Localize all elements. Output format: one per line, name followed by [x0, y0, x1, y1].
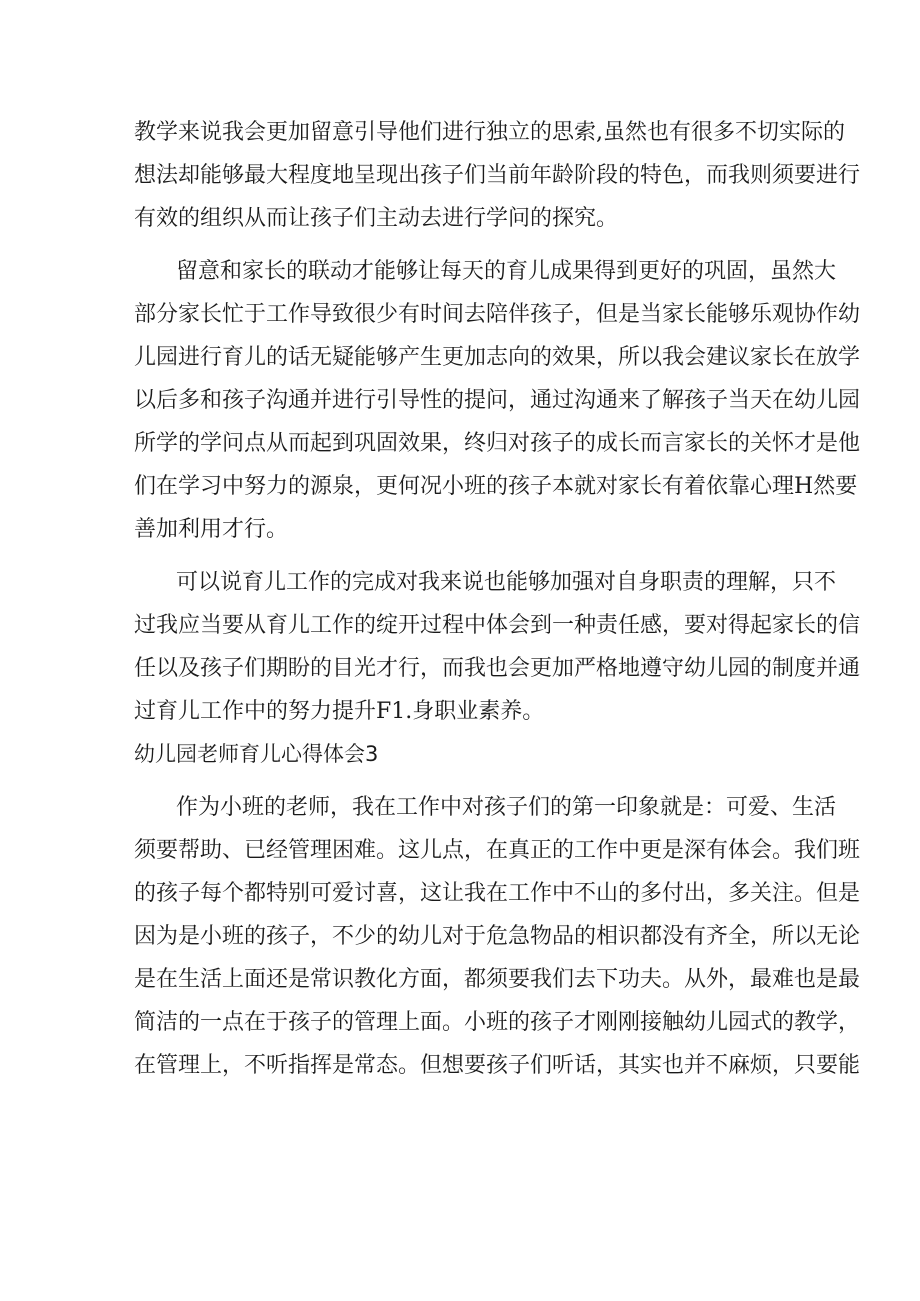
text-line: 们在学习中努力的源泉，更何况小班的孩子本就对家长有着依靠心理H然要	[134, 474, 858, 499]
text-line: 作为小班的老师，我在工作中对孩子们的第一印象就是：可爱、生活	[176, 795, 837, 820]
text-line: 以后多和孩子沟通并进行引导性的提问，通过沟通来了解孩子当天在幼儿园	[134, 388, 861, 413]
text-line: 留意和家长的联动才能够让每天的育儿成果得到更好的巩固，虽然大	[176, 259, 837, 284]
text-line: 过我应当要从育儿工作的绽开过程中体会到一种责任感，要对得起家长的信	[134, 613, 861, 638]
text-line: 是在生活上面还是常识教化方面，都须要我们去下功夫。从外，最难也是最	[134, 967, 861, 992]
text-line: 教学来说我会更加留意引导他们进行独立的思索,虽然也有很多不切实际的	[134, 120, 845, 145]
text-line: 善加利用才行。	[134, 517, 289, 542]
text-line: 有效的组织从而让孩子们主动去进行学问的探究。	[134, 206, 619, 231]
section-heading: 幼儿园老师育儿心得体会3	[134, 742, 379, 766]
text-line: 简洁的一点在于孩子的管理上面。小班的孩子才刚刚接触幼儿园式的教学，	[134, 1010, 861, 1035]
text-line: 在管理上，不听指挥是常态。但想要孩子们听话，其实也并不麻烦，只要能	[134, 1053, 861, 1078]
text-line: 过育儿工作中的努力提升F1.身职业素养。	[134, 699, 545, 724]
document-body	[134, 111, 861, 1087]
text-line: 儿园进行育儿的话无疑能够产生更加志向的效果，所以我会建议家长在放学	[134, 345, 861, 370]
text-line: 想法却能够最大程度地呈现出孩子们当前年龄阶段的特色，而我则须要进行	[134, 163, 861, 188]
text-line: 任以及孩子们期盼的目光才行，而我也会更加严格地遵守幼儿园的制度并通	[134, 656, 861, 681]
text-line: 因为是小班的孩子，不少的幼儿对于危急物品的相识都没有齐全，所以无论	[134, 924, 861, 949]
text-line: 可以说育儿工作的完成对我来说也能够加强对自身职责的理解，只不	[176, 570, 837, 595]
text-line: 的孩子每个都特别可爱讨喜，这让我在工作中不山的多付出，多关注。但是	[134, 881, 861, 906]
text-line: 部分家长忙于工作导致很少有时间去陪伴孩子，但是当家长能够乐观协作幼	[134, 302, 861, 327]
text-line: 所学的学问点从而起到巩固效果，终归对孩子的成长而言家长的关怀才是他	[134, 431, 861, 456]
text-line: 须要帮助、已经管理困难。这儿点，在真正的工作中更是深有体会。我们班	[134, 838, 861, 863]
